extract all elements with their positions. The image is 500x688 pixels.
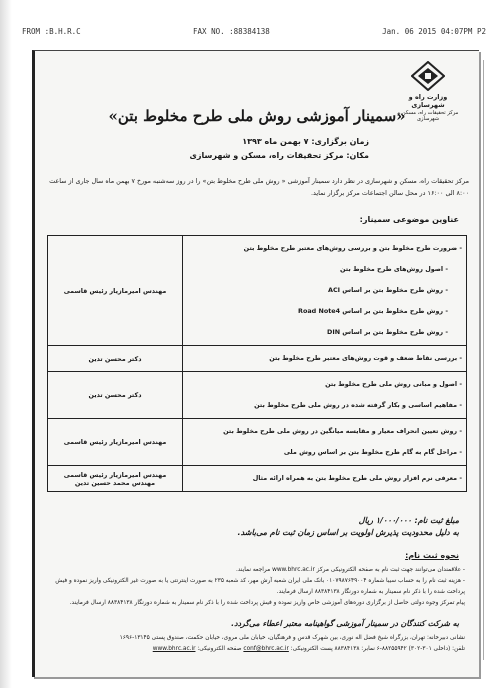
secretariat-address <box>43 633 465 655</box>
how-to-register-heading: نحوه ثبت نام: <box>405 551 459 560</box>
how-line: - علاقمندان می‌توانند جهت ثبت نام به صفحه الکترونیکی مرکز www.bhrc.ac.ir مراجعه نمایند. <box>236 567 465 573</box>
fax-number: FAX NO. :88384138 <box>193 27 270 36</box>
table-row <box>48 346 467 372</box>
presenter-cell: دکتر محسن تدین <box>48 346 183 372</box>
seminar-place: مکان: مرکز تحقیقات راه، مسکن و شهرسازی <box>189 151 369 160</box>
presenter-cell: مهندس امیرمازیار رئیس قاسمی <box>48 419 183 466</box>
topic-line: - مفاهیم اساسی و بکار گرفته شده در روش ملی طرح مخلوط بتن <box>254 401 462 409</box>
presenter-cell: دکتر محسن تدین <box>48 372 183 419</box>
topic-line: - بررسی نقاط ضعف و قوت روش‌های معتبر طرح مخلوط بتن <box>269 354 462 362</box>
email-link[interactable]: conf@bhrc.ac.ir <box>243 646 289 652</box>
presenter-name: مهندس امیرمازیار رئیس قاسمی <box>63 470 167 479</box>
fee-amount: مبلغ ثبت نام: ۱/۰۰۰/۰۰۰ ریال <box>358 516 459 525</box>
address-line: نشانی دبیرخانه: تهران، بزرگراه شیخ فضل اله نوری، بین شهرک قدس و فرهنگیان، خیابان ملی مروی، خیابان حکمت، صندوق پستی ۱۳۱۴۵-۱۶۹۶ <box>119 635 465 641</box>
how-to-register-text <box>43 565 465 609</box>
table-row <box>48 372 467 419</box>
ministry-logo-icon <box>411 61 445 91</box>
topic-line: - روش طرح مخلوط بتن بر اساس DIN <box>327 328 448 336</box>
topic-cell <box>183 419 467 466</box>
topic-cell <box>183 346 467 372</box>
seminar-meta <box>190 135 369 163</box>
topic-line: - اصول روش‌های طرح مخلوط بتن <box>339 265 448 273</box>
topic-line: - مراحل گام به گام طرح مخلوط بتن بر اساس روش ملی <box>283 448 462 456</box>
registration-fee <box>238 515 459 539</box>
topic-line: - اصول و مبانی روش ملی طرح مخلوط بتن <box>325 380 462 388</box>
scan-edge-shadow <box>0 0 12 688</box>
scan-artifact-line <box>483 60 484 660</box>
topic-line: - معرفی نرم افزار روش ملی طرح مخلوط بتن به همراه ارائه مثال <box>252 474 462 482</box>
topic-line: - روش طرح مخلوط بتن بر اساس Road Note4 <box>298 307 448 315</box>
table-row <box>48 236 467 346</box>
fax-date: Jan. 06 2015 04:07PM P2 <box>382 27 486 36</box>
table-row <box>48 419 467 466</box>
presenter-cell: مهندس امیرمازیار رئیس قاسمی <box>48 236 183 346</box>
how-line: پیام تمرکز وجوه دولتی حاصل از برگزاری دوره‌های آموزشی خاص واریز نموده و فیش پرداخت شده را با ذکر نام سمینار به شماره دورنگار ۸۸۳۸۴۱۳۸ ارسال فرمایند. <box>69 600 465 606</box>
topic-cell <box>183 236 467 346</box>
how-line: - هزینه ثبت نام را به حساب سیبا شماره ۰۱۰۷۹۸۷۶۴۹۰۰۴ بانک ملی ایران شعبه آرش مهر، کد شعبه ۲۳۵ به صورت اینترنتی یا به صورت غیر الکترونیکی واریز نموده و فیش پرداخت شده را با ذکر نام سمینار به شماره دورنگار ۸۸۳۸۴۱۳۸ ارسال فرمایند. <box>55 578 465 595</box>
fee-note: به دلیل محدودیت پذیرش اولویت بر اساس زمان ثبت نام می‌باشد. <box>237 528 459 537</box>
topics-table <box>47 235 467 492</box>
document-page <box>32 50 479 677</box>
center-name: مرکز تحقیقات راه، مسکن و شهرسازی <box>397 110 459 122</box>
website-link[interactable]: www.bhrc.ac.ir <box>152 646 196 652</box>
presenter-cell <box>48 466 183 492</box>
topic-cell <box>183 372 467 419</box>
presenter-name: مهندس محمد حسین تدین <box>74 478 156 487</box>
ministry-name: وزارت راه و شهرسازی <box>408 93 448 109</box>
topic-line: - روش تعیین انحراف معیار و مقایسه میانگین در روش ملی طرح مخلوط بتن <box>223 427 462 435</box>
topic-line: - ضرورت طرح مخلوط بتن و بررسی روش‌های معتبر طرح مخلوط بتن <box>243 244 462 252</box>
intro-paragraph: مرکز تحقیقات راه، مسکن و شهرسازی در نظر دارد سمینار آموزشی « روش ملی طرح مخلوط بتن» را در روز سه‌شنبه مورخ ۷ بهمن ماه سال جاری از ساعت ۸:۰۰ الی ۱۶:۰۰ در محل سالن اجتماعات مرکز برگزار نماید. <box>49 177 469 197</box>
topic-line: - روش طرح مخلوط بتن بر اساس ACI <box>328 286 448 294</box>
certificate-note: به شرکت کنندگان در سمینار آموزشی گواهینامه معتبر اعطاء می‌گردد. <box>231 619 459 628</box>
seminar-title: «سمینار آموزشی روش ملی طرح مخلوط بتن» <box>108 107 406 125</box>
contact-line: تلفن: (داخلی ۳۰۱-۳۰۲) ۸۸۲۵۵۹۴۲-۶ نمابر: ۸۸۳۸۴۱۳۸ پست الکترونیکی: conf@bhrc.ac.ir صفحه الکترونیکی: www.bhrc.ac.ir <box>152 646 465 652</box>
seminar-date: زمان برگزاری: ۷ بهمن ماه ۱۳۹۳ <box>242 137 369 146</box>
topics-heading: عناوین موضوعی سمینار: <box>359 215 459 224</box>
fax-header <box>22 27 486 39</box>
table-row <box>48 466 467 492</box>
fax-from: FROM :B.H.R.C <box>22 27 81 36</box>
topic-cell <box>183 466 467 492</box>
